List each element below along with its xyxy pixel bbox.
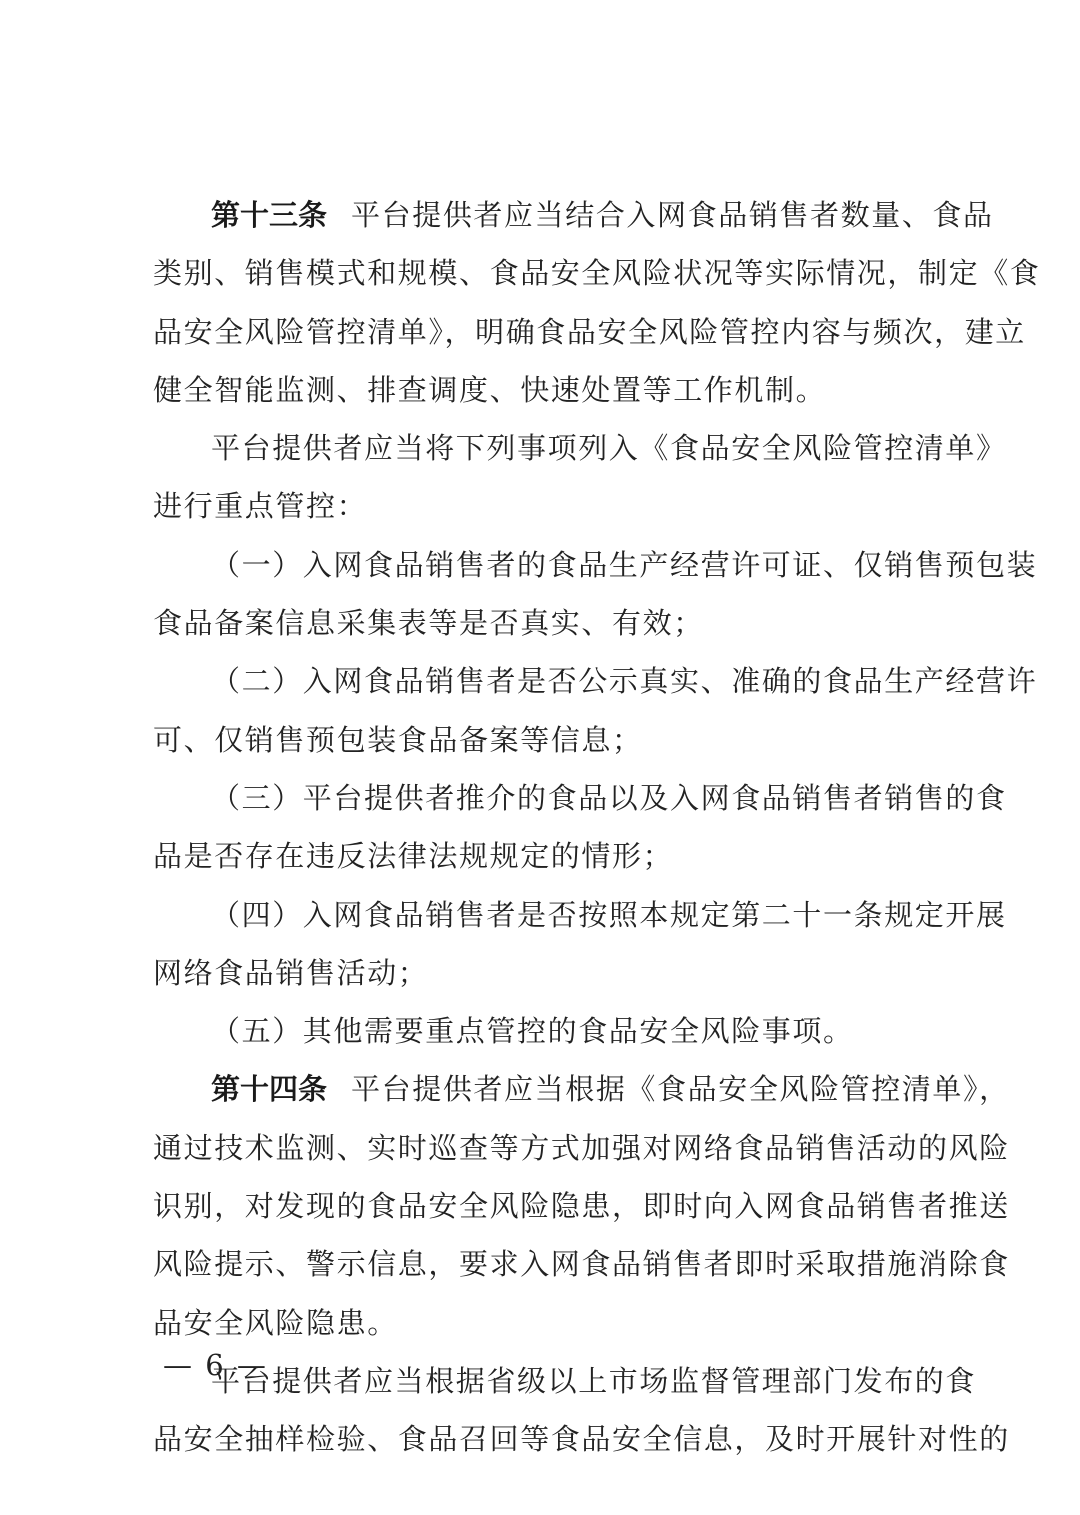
item-3-line-1: （三）平台提供者推介的食品以及入网食品销售者销售的食 xyxy=(211,780,1007,815)
article-13-para2-line-2: 进行重点管控： xyxy=(153,489,368,524)
page-number: — 6 — xyxy=(163,1348,268,1382)
item-4-line-1: （四）入网食品销售者是否按照本规定第二十一条规定开展 xyxy=(211,897,1007,932)
article-13-line-1: 第十三条 平台提供者应当结合入网食品销售者数量、食品 xyxy=(211,198,994,232)
item-1-line-1: （一）入网食品销售者的食品生产经营许可证、仅销售预包装 xyxy=(211,547,1038,582)
article-14-para2-line-2: 品安全抽样检验、食品召回等食品安全信息，及时开展针对性的 xyxy=(153,1422,1010,1457)
document-body xyxy=(153,190,1041,1473)
article-13-heading: 第十三条 xyxy=(211,198,328,232)
article-13-line-2: 类别、销售模式和规模、食品安全风险状况等实际情况，制定《食 xyxy=(153,256,1041,291)
article-14-line-3: 识别，对发现的食品安全风险隐患，即时向入网食品销售者推送 xyxy=(153,1189,1010,1224)
article-14-line-2: 通过技术监测、实时巡查等方式加强对网络食品销售活动的风险 xyxy=(153,1130,1010,1165)
item-3-line-2: 品是否存在违反法律法规规定的情形； xyxy=(153,839,674,874)
item-5-line-1: （五）其他需要重点管控的食品安全风险事项。 xyxy=(211,1014,854,1049)
item-2-line-2: 可、仅销售预包装食品备案等信息； xyxy=(153,722,643,757)
item-4-line-2: 网络食品销售活动； xyxy=(153,955,429,990)
article-14-para2-line-1: 平台提供者应当根据省级以上市场监督管理部门发布的食 xyxy=(211,1363,977,1398)
article-13-para2-line-1: 平台提供者应当将下列事项列入《食品安全风险管控清单》 xyxy=(211,431,1007,466)
item-1-line-2: 食品备案信息采集表等是否真实、有效； xyxy=(153,606,704,641)
item-2-line-1: （二）入网食品销售者是否公示真实、准确的食品生产经营许 xyxy=(211,664,1038,699)
article-14-line-5: 品安全风险隐患。 xyxy=(153,1305,398,1340)
article-14-line-4: 风险提示、警示信息，要求入网食品销售者即时采取措施消除食 xyxy=(153,1247,1010,1282)
article-14-heading: 第十四条 xyxy=(211,1072,328,1107)
article-13-line-4: 健全智能监测、排查调度、快速处置等工作机制。 xyxy=(153,372,827,407)
article-13-line-3: 品安全风险管控清单》，明确食品安全风险管控内容与频次，建立 xyxy=(153,314,1026,349)
article-14-line-1: 第十四条 平台提供者应当根据《食品安全风险管控清单》， xyxy=(211,1072,1010,1107)
